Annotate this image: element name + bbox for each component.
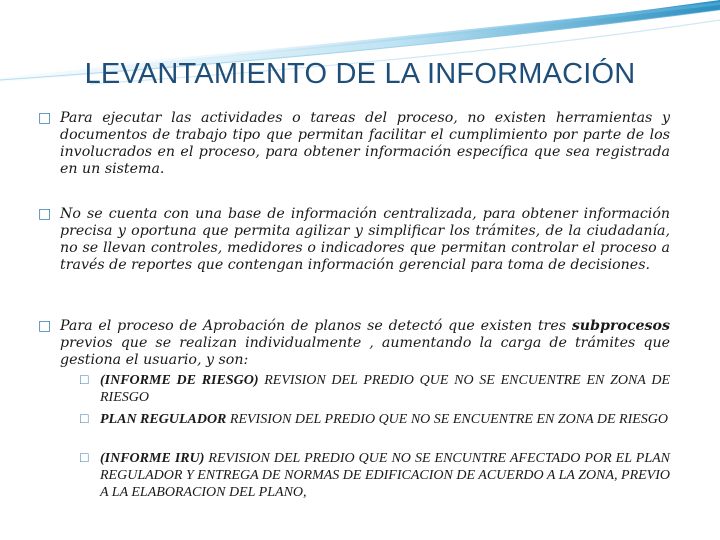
square-bullet-icon: □ — [80, 412, 89, 427]
subitem-text — [100, 411, 670, 428]
subitem-informe-riesgo — [80, 372, 670, 406]
subitem-text — [100, 450, 670, 501]
slide-title: LEVANTAMIENTO DE LA INFORMACIÓN — [84, 58, 636, 90]
bullet-item-3 — [38, 318, 670, 369]
subitem-body: REVISION DEL PREDIO QUE NO SE ENCUENTRE EN ZONA DE RIESGO — [100, 373, 670, 405]
square-bullet-icon: □ — [80, 373, 89, 388]
square-bullet-icon: □ — [38, 206, 52, 222]
subitem-body: REVISION DEL PREDIO QUE NO SE ENCUENTRE EN ZONA DE RIESGO — [226, 412, 669, 427]
square-bullet-icon: □ — [80, 451, 89, 466]
subitem-plan-regulador — [80, 411, 670, 428]
subitem-bold: (INFORME IRU) — [100, 451, 205, 466]
bullet-text-part: previos que se realizan individualmente , aumentando la carga de trámites que gestiona el usuario, y son: — [60, 335, 670, 368]
bullet-text: Para ejecutar las actividades o tareas del proceso, no existen herramientas y documentos de trabajo tipo que permitan facilitar el cumplimiento por parte de los involucrados en el proceso, para obtener información específica que sea registrada en un sistema. — [60, 110, 670, 177]
subitem-informe-iru — [80, 450, 670, 501]
subitem-body: REVISION DEL PREDIO QUE NO SE ENCUNTRE AFECTADO POR EL PLAN REGULADOR Y ENTREGA DE NORMAS DE EDIFICACION DE ACUERDO A LA ZONA, PREVIO A LA ELABORACION DEL PLANO, — [100, 451, 670, 500]
bullet-text-bold: subprocesos — [571, 318, 670, 334]
bullet-text-part: Para el proceso de Aprobación de planos se detectó que existen tres — [60, 318, 572, 334]
square-bullet-icon: □ — [38, 318, 52, 334]
subitem-text — [100, 372, 670, 406]
square-bullet-icon: □ — [38, 110, 52, 126]
bullet-text — [60, 318, 670, 369]
bullet-item-2 — [38, 206, 670, 274]
subitem-bold: (INFORME DE RIESGO) — [100, 373, 259, 388]
bullet-item-1 — [38, 110, 670, 178]
bullet-text: No se cuenta con una base de información centralizada, para obtener información precisa y oportuna que permita agilizar y simplificar los trámites, de la ciudadanía, no se llevan controles, medidores o indicadores que permitan controlar el proceso a través de reportes que contengan información gerencial para toma de decisiones. — [60, 206, 670, 273]
subitem-bold: PLAN REGULADOR — [100, 412, 227, 427]
